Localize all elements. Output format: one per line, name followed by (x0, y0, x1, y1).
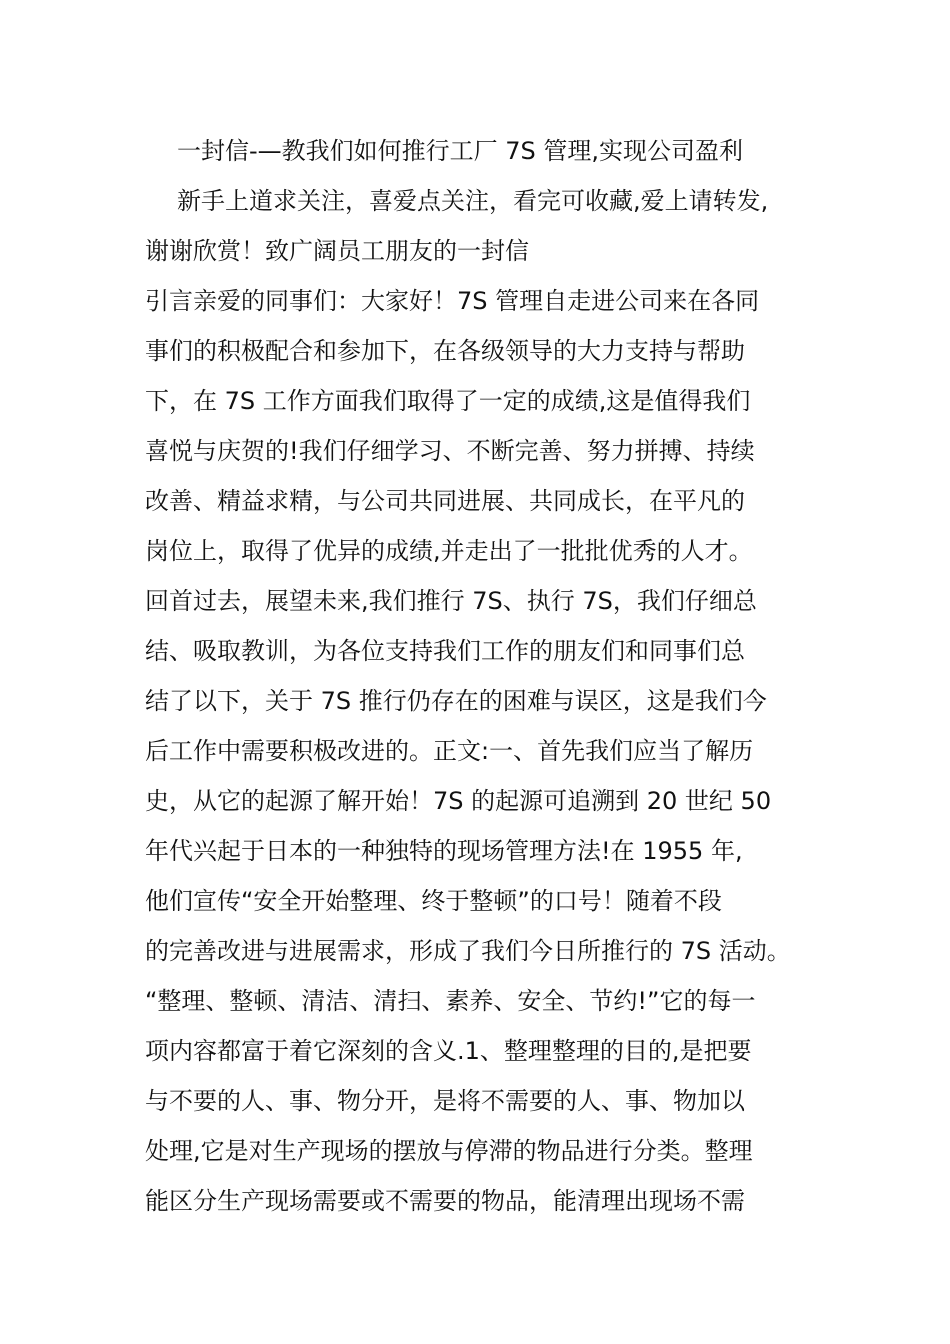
text-line: 改善、精益求精，与公司共同进展、共同成长，在平凡的 (145, 487, 745, 515)
text-line: 他们宣传“安全开始整理、终于整顿”的口号！随着不段 (145, 887, 722, 915)
text-line: 谢谢欣赏！致广阔员工朋友的一封信 (145, 237, 529, 265)
text-line: 史，从它的起源了解开始！7S 的起源可追溯到 20 世纪 50 (145, 787, 772, 815)
text-line: 与不要的人、事、物分开，是将不需要的人、事、物加以 (145, 1087, 745, 1115)
text-line: 回首过去，展望未来,我们推行 7S、执行 7S，我们仔细总 (145, 587, 757, 615)
text-line: 引言亲爱的同事们：大家好！7S 管理自走进公司来在各同 (145, 287, 760, 315)
text-line: 能区分生产现场需要或不需要的物品，能清理出现场不需 (145, 1187, 745, 1215)
text-line: 新手上道求关注，喜爱点关注，看完可收藏,爱上请转发, (177, 187, 769, 215)
text-line: 年代兴起于日本的一种独特的现场管理方法!在 1955 年, (145, 837, 743, 865)
text-line: “整理、整顿、清洁、清扫、素养、安全、节约!”它的每一 (145, 987, 756, 1015)
text-line: 处理,它是对生产现场的摆放与停滞的物品进行分类。整理 (145, 1137, 753, 1165)
text-line: 喜悦与庆贺的!我们仔细学习、不断完善、努力拼搏、持续 (145, 437, 755, 465)
text-line: 结、吸取教训，为各位支持我们工作的朋友们和同事们总 (145, 637, 745, 665)
text-line: 事们的积极配合和参加下，在各级领导的大力支持与帮助 (145, 337, 745, 365)
letter-title: 一封信-—教我们如何推行工厂 7S 管理,实现公司盈利 (177, 137, 744, 165)
text-line: 后工作中需要积极改进的。正文:一、首先我们应当了解历 (145, 737, 754, 765)
text-line: 岗位上，取得了优异的成绩,并走出了一批批优秀的人才。 (145, 537, 753, 565)
text-line: 下，在 7S 工作方面我们取得了一定的成绩,这是值得我们 (145, 387, 751, 415)
text-line: 结了以下，关于 7S 推行仍存在的困难与误区，这是我们今 (145, 687, 767, 715)
text-line: 的完善改进与进展需求，形成了我们今日所推行的 7S 活动。 (145, 937, 791, 965)
text-line: 项内容都富于着它深刻的含义.1、整理整理的目的,是把要 (145, 1037, 752, 1065)
